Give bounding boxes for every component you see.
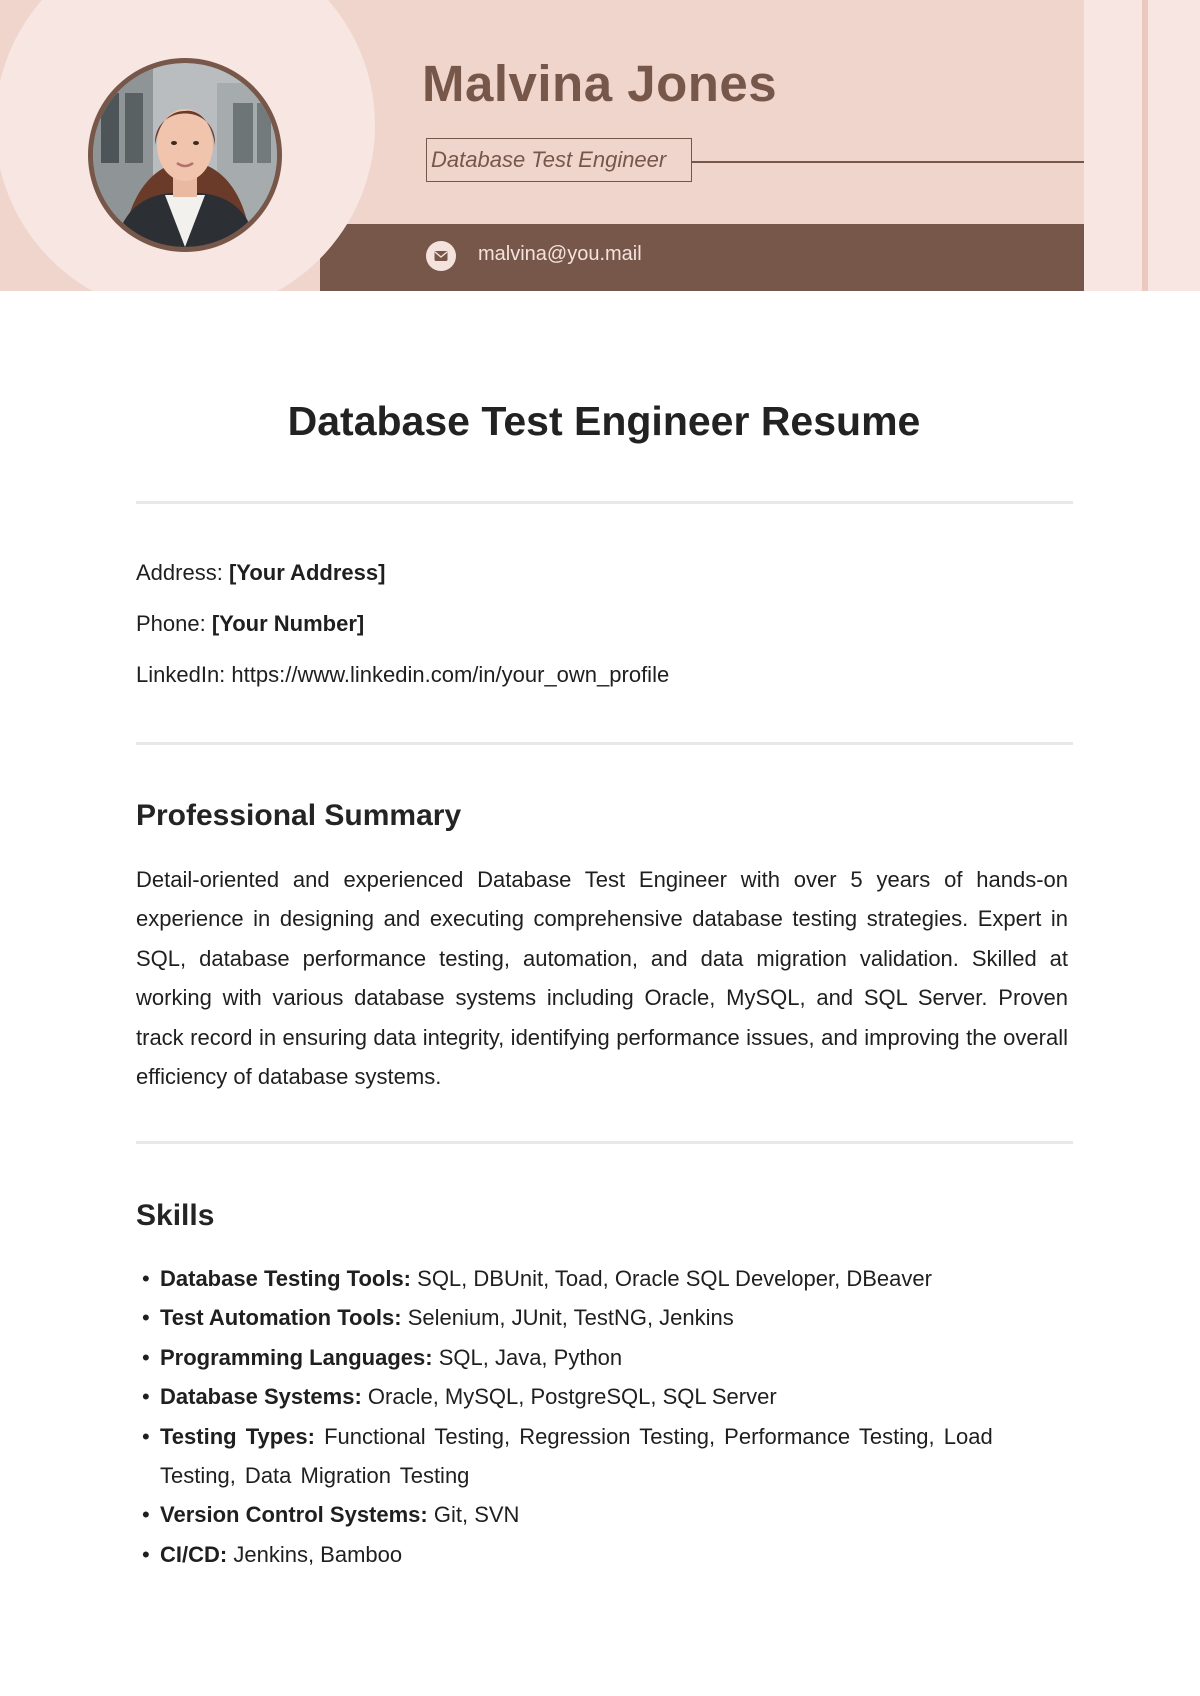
- skill-value: Oracle, MySQL, PostgreSQL, SQL Server: [367, 1384, 777, 1410]
- skills-list: [136, 1259, 1068, 1574]
- skill-label: Database Systems:: [160, 1384, 362, 1410]
- skill-item: [136, 1338, 1068, 1377]
- job-title-box: [426, 138, 692, 182]
- phone-label: Phone:: [136, 611, 206, 636]
- skills-heading: Skills: [136, 1199, 215, 1232]
- phone-value: [Your Number]: [211, 611, 365, 636]
- skill-label: Test Automation Tools:: [160, 1305, 402, 1331]
- skill-value: SQL, DBUnit, Toad, Oracle SQL Developer, DBeaver: [417, 1266, 932, 1291]
- skill-label: Database Testing Tools:: [160, 1266, 412, 1291]
- envelope-icon: [426, 241, 456, 271]
- job-title: Database Test Engineer: [431, 147, 667, 172]
- title-divider-line: [692, 161, 1084, 163]
- section-divider: [136, 501, 1073, 504]
- linkedin-link[interactable]: https://www.linkedin.com/in/your_own_profile: [231, 662, 670, 687]
- summary-text: Detail-oriented and experienced Database Test Engineer with over 5 years of hands-on experience in designing and executing comprehensive database testing strategies. Expert in SQL, database performance testing, automation, and data migration validation. Skilled at working with various database systems including Oracle, MySQL, and SQL Server. Proven track record in ensuring data integrity, identifying performance issues, and improving the overall efficiency of database systems.: [136, 867, 1068, 1090]
- phone-line: [136, 611, 364, 637]
- skill-label: Version Control Systems:: [160, 1502, 428, 1528]
- skill-label: CI/CD:: [160, 1541, 228, 1567]
- address-label: Address:: [136, 560, 223, 585]
- skill-value: Jenkins, Bamboo: [233, 1541, 403, 1567]
- section-divider: [136, 742, 1073, 745]
- linkedin-label: LinkedIn:: [136, 662, 226, 687]
- skill-item: [136, 1417, 1068, 1496]
- decorative-strip: [1084, 0, 1142, 291]
- section-divider: [136, 1141, 1073, 1144]
- skill-item: [136, 1535, 1068, 1574]
- avatar: [88, 58, 282, 252]
- address-line: [136, 560, 385, 586]
- resume-header: [0, 0, 1200, 291]
- skill-label: Programming Languages:: [160, 1344, 433, 1370]
- skill-item: [136, 1298, 1068, 1337]
- skill-value: SQL, Java, Python: [438, 1344, 623, 1370]
- skill-value: Git, SVN: [433, 1502, 520, 1528]
- linkedin-line: [136, 662, 669, 688]
- profile-photo-illustration: [93, 63, 277, 247]
- skill-value: Selenium, JUnit, TestNG, Jenkins: [407, 1305, 734, 1331]
- profile-photo: [93, 63, 277, 247]
- skill-value: Functional Testing, Regression Testing, Performance Testing, Load Testing, Data Migration Testing: [160, 1423, 993, 1489]
- document-title: Database Test Engineer Resume: [287, 398, 921, 444]
- email-address[interactable]: malvina@you.mail: [478, 243, 642, 265]
- address-value: [Your Address]: [228, 560, 386, 585]
- skill-item: [136, 1259, 1068, 1298]
- decorative-strip: [1148, 0, 1200, 291]
- skill-item: [136, 1377, 1068, 1416]
- skill-label: Testing Types:: [160, 1423, 315, 1449]
- candidate-name: Malvina Jones: [422, 55, 778, 112]
- skill-item: [136, 1495, 1068, 1534]
- summary-heading: Professional Summary: [136, 799, 462, 832]
